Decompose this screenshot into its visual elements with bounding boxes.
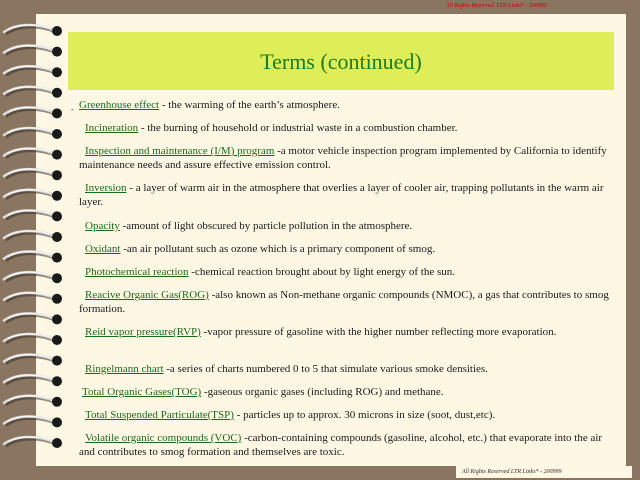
term-reid-vapor-pressure [79, 325, 614, 339]
term-definition: -vapor pressure of gasoline with the higher number reflecting more evaporation. [200, 326, 557, 338]
term-definition: - particles up to approx. 30 microns in size (soot, dust,etc). [233, 409, 496, 421]
spiral-coil-icon [4, 190, 62, 201]
term-definition: -gaseous organic gases (including ROG) and methane. [201, 386, 444, 398]
spiral-coil-icon [4, 66, 62, 77]
spiral-coil-icon [4, 293, 62, 304]
spiral-coil-icon [4, 396, 62, 407]
spiral-coil-icon [4, 210, 62, 221]
term-volatile-organic-compounds [79, 431, 614, 459]
term-name: Inversion [85, 182, 127, 194]
spiral-coil-icon [4, 437, 62, 448]
spiral-coil-icon [4, 25, 62, 36]
spiral-coil-icon [4, 272, 62, 283]
term-definition: - a layer of warm air in the atmosphere that overlies a layer of cooler air, trapping pollutants in the warm air layer. [79, 182, 604, 208]
term-name: Greenhouse effect [79, 99, 160, 111]
term-definition: -chemical reaction brought about by light energy of the sun. [188, 266, 456, 278]
term-name: Reacive Organic Gas(ROG) [85, 289, 209, 301]
spiral-coil-icon [4, 416, 62, 427]
spiral-coil-icon [4, 251, 62, 262]
term-definition: -carbon-containing compounds (gasoline, alcohol, etc.) that evaporate into the air and contributes to smog formation and themselves are toxic. [79, 432, 603, 458]
title-bar [68, 32, 614, 90]
spiral-coil-icon [4, 87, 62, 98]
term-inversion [79, 181, 614, 209]
spiral-coil-icon [4, 45, 62, 56]
spiral-coil-icon [4, 231, 62, 242]
term-name: Ringelmann chart [85, 363, 164, 375]
copyright-top: All Rights Reserved. LTR Links* - 200999 [446, 3, 548, 9]
page-title: Terms (continued) [260, 49, 422, 74]
copyright-bottom: All Rights Reserved LTR Links* - 200999 [456, 466, 632, 478]
term-opacity [85, 219, 620, 233]
term-definition: - the burning of household or industrial waste in a combustion chamber. [138, 122, 458, 134]
term-ringelmann-chart [85, 362, 620, 376]
term-name: Inspection and maintenance (I/M) program [85, 145, 275, 157]
term-oxidant [85, 242, 620, 256]
term-definition: -amount of light obscured by particle pollution in the atmosphere. [119, 220, 413, 232]
term-definition: -a motor vehicle inspection program implemented by California to identify maintenance needs and assure effective emission control. [79, 145, 607, 171]
term-name: Volatile organic compounds (VOC) [85, 432, 242, 444]
term-definition: -also known as Non-methane organic compounds (NMOC), a gas that contributes to smog formation. [79, 289, 609, 315]
term-name: Reid vapor pressure(RVP) [85, 326, 201, 338]
term-definition: -a series of charts numbered 0 to 5 that simulate various smoke densities. [163, 363, 488, 375]
term-incineration [85, 121, 620, 135]
term-total-organic-gases [82, 385, 617, 399]
term-name: Oxidant [85, 243, 121, 255]
spiral-coil-icon [4, 148, 62, 159]
bullet-marker: - [71, 105, 74, 114]
term-total-suspended-particulate [85, 408, 620, 422]
term-definition: -an air pollutant such as ozone which is a primary component of smog. [120, 243, 436, 255]
spiral-coil-icon [4, 354, 62, 365]
spiral-coil-icon [4, 313, 62, 324]
spiral-coil-icon [4, 128, 62, 139]
term-greenhouse-effect [79, 98, 614, 112]
spiral-coil-icon [4, 107, 62, 118]
spiral-binding [0, 22, 70, 462]
term-name: Opacity [85, 220, 120, 232]
term-inspection-maintenance [79, 144, 614, 172]
term-name: Total Organic Gases(TOG) [82, 386, 202, 398]
term-name: Total Suspended Particulate(TSP) [85, 409, 234, 421]
term-reactive-organic-gas [79, 288, 614, 316]
term-definition: - the warming of the earth’s atmosphere. [159, 99, 340, 111]
spiral-binding-icon [0, 22, 70, 462]
spiral-coil-icon [4, 169, 62, 180]
spiral-coil-icon [4, 334, 62, 345]
term-name: Photochemical reaction [85, 266, 189, 278]
spiral-coil-icon [4, 375, 62, 386]
term-name: Incineration [85, 122, 139, 134]
term-photochemical-reaction [85, 265, 620, 279]
